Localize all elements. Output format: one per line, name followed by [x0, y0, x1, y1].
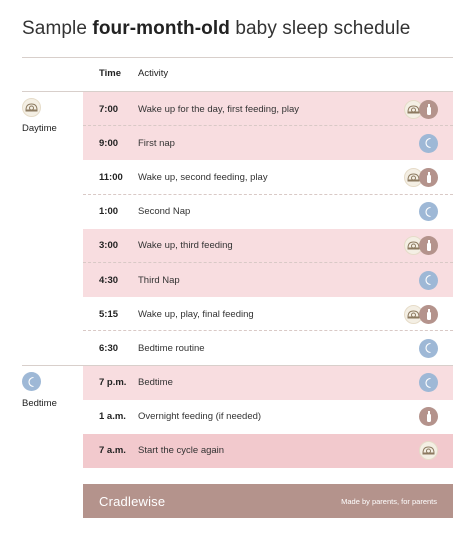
bottle-icon [419, 305, 438, 324]
row-activity: Bedtime routine [138, 342, 205, 354]
row-activity: Wake up, second feeding, play [138, 171, 268, 183]
top-rule [22, 57, 453, 58]
row-activity: Second Nap [138, 206, 191, 218]
row-icons [404, 168, 438, 187]
row-time: 6:30 [99, 342, 119, 354]
schedule-row [83, 229, 453, 263]
moon-icon [419, 271, 438, 290]
schedule-row [83, 434, 453, 468]
section-label-daytime: Daytime [22, 123, 57, 134]
row-activity: Wake up, third feeding [138, 240, 233, 252]
row-time: 7 a.m. [99, 445, 126, 457]
row-icons [419, 339, 438, 358]
bottle-icon [419, 236, 438, 255]
row-icons [404, 305, 438, 324]
row-icons [404, 100, 438, 119]
row-activity: Overnight feeding (if needed) [138, 411, 262, 423]
row-activity: Bedtime [138, 377, 173, 389]
schedule-row [83, 297, 453, 331]
row-time: 3:00 [99, 240, 119, 252]
page-title [22, 18, 410, 40]
row-icons [419, 373, 438, 392]
row-icons [419, 134, 438, 153]
row-time: 7 p.m. [99, 377, 127, 389]
schedule-row [83, 92, 453, 126]
moon-icon [419, 134, 438, 153]
schedule-row [83, 126, 453, 160]
schedule-row [83, 195, 453, 229]
section-daytime [22, 98, 82, 134]
tagline: Made by parents, for parents [341, 496, 437, 506]
row-activity: Wake up for the day, first feeding, play [138, 103, 300, 115]
baby-icon [22, 98, 41, 117]
row-time: 1:00 [99, 206, 119, 218]
moon-icon [22, 372, 41, 391]
title-prefix: Sample [22, 18, 93, 39]
schedule-row [83, 331, 453, 365]
row-time: 9:00 [99, 137, 119, 149]
row-time: 11:00 [99, 171, 123, 183]
row-time: 5:15 [99, 308, 119, 320]
row-time: 7:00 [99, 103, 119, 115]
row-activity: First nap [138, 137, 175, 149]
column-header-activity: Activity [138, 68, 169, 79]
row-icons [419, 202, 438, 221]
title-suffix: baby sleep schedule [229, 18, 411, 39]
row-icons [419, 441, 438, 460]
row-icons [419, 271, 438, 290]
schedule-row [83, 400, 453, 434]
schedule-row [83, 366, 453, 400]
row-icons [404, 236, 438, 255]
bottle-icon [419, 100, 438, 119]
bottle-icon [419, 168, 438, 187]
row-activity: Third Nap [138, 274, 180, 286]
section-label-bedtime: Bedtime [22, 397, 57, 409]
row-activity: Wake up, play, final feeding [138, 308, 254, 320]
footer-banner [83, 484, 453, 518]
title-bold: four-month-old [92, 18, 230, 39]
schedule-row [83, 263, 453, 297]
row-activity: Start the cycle again [138, 445, 225, 457]
schedule-table [83, 92, 453, 468]
moon-icon [419, 202, 438, 221]
row-time: 4:30 [99, 274, 119, 286]
moon-icon [419, 339, 438, 358]
moon-icon [419, 373, 438, 392]
section-bedtime [22, 372, 82, 409]
row-icons [419, 407, 438, 426]
column-header-time: Time [99, 68, 122, 79]
baby-icon [419, 441, 438, 460]
bottle-icon [419, 407, 438, 426]
row-time: 1 a.m. [99, 411, 126, 423]
brand-logo: Cradlewise [99, 493, 166, 509]
schedule-row [83, 160, 453, 194]
